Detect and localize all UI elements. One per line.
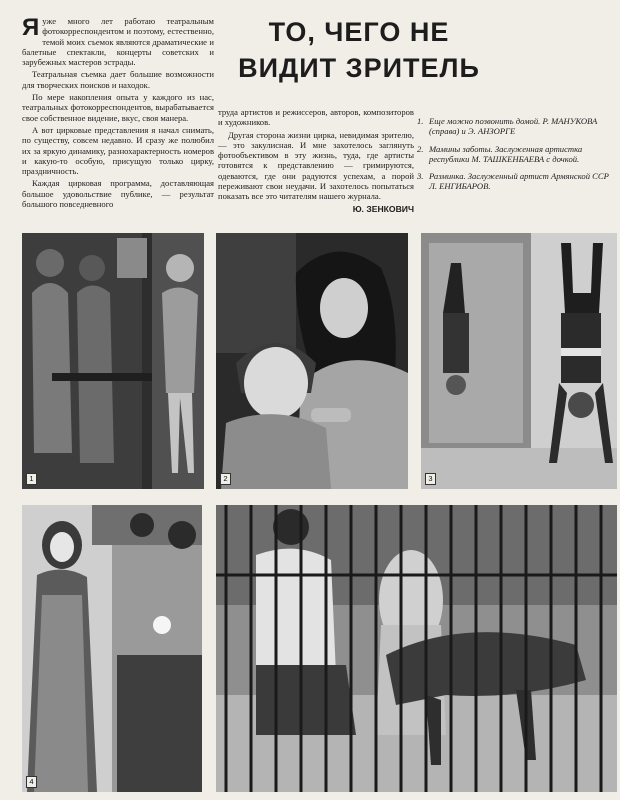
article-column-1 [22, 16, 214, 211]
paragraph: А вот цирковые представления я начал снимать, по существу, совсем недавно. И сразу же полюбил их за яркую динамику, разнохарактерность номеров и какую-то особую, присущую только цирку, праздничность. [22, 124, 214, 177]
photo-number: 3 [425, 473, 436, 485]
paragraph: труда артистов и режиссеров, авторов, композиторов и художников. [218, 107, 414, 128]
photo-captions [417, 116, 613, 199]
photo-costumed-performer [22, 505, 202, 792]
caption-item: 2. Мамины заботы. Заслуженная артистка республики М. ТАШКЕНБАЕВА с дочкой. [417, 143, 583, 164]
paragraph: Театральная съемка дает большие возможности для творческих поисков и находок. [22, 69, 214, 90]
photo-dressing-room [22, 233, 204, 489]
paragraph: По мере накопления опыта у каждого из нас, театральных фотокорреспондентов, вырабатывается свое собственное видение, вкус, своя манера. [22, 92, 214, 123]
author-signature: Ю. ЗЕНКОВИЧ [352, 203, 414, 214]
caption-item: 1. Еще можно позвонить домой. Р. МАНУКОВА (справа) и Э. АНЗОРГЕ [417, 116, 598, 137]
photo-number: 1 [26, 473, 37, 485]
article-column-2 [218, 107, 414, 214]
photo-number: 4 [26, 776, 37, 788]
paragraph: Другая сторона жизни цирка, невидимая зрителю, — это закулисная. И мне захотелось заглянуть фотообъективом в эту жизнь, туда, где артисты готовятся к представлению — гримируются, одеваются, где они радуются успехам, а порой переживают свои неудачи. И захотелось попытаться показать все это читателям нашего журнала. [218, 129, 414, 202]
caption-item: 3. Разминка. Заслуженный артист Армянской ССР Л. ЕНГИБАРОВ. [417, 171, 609, 192]
photo-number: 2 [220, 473, 231, 485]
photo-mother-daughter [216, 233, 408, 489]
photo-handstand-warmup [421, 233, 617, 489]
drop-cap: Я [22, 14, 40, 41]
article-title: ТО, ЧЕГО НЕ ВИДИТ ЗРИТЕЛЬ [238, 17, 480, 83]
photo-trainer-lion [216, 505, 617, 792]
paragraph: Яуже много лет работаю театральным фотокорреспондентом и поэтому, естественно, темой моих съемок являются драматические и балетные спектакли, концерты советских и зарубежных мастеров эстрады. [22, 14, 214, 68]
paragraph: Каждая цирковая программа, доставляющая большое удовольствие публике, — результат большого повседневного [22, 178, 214, 210]
